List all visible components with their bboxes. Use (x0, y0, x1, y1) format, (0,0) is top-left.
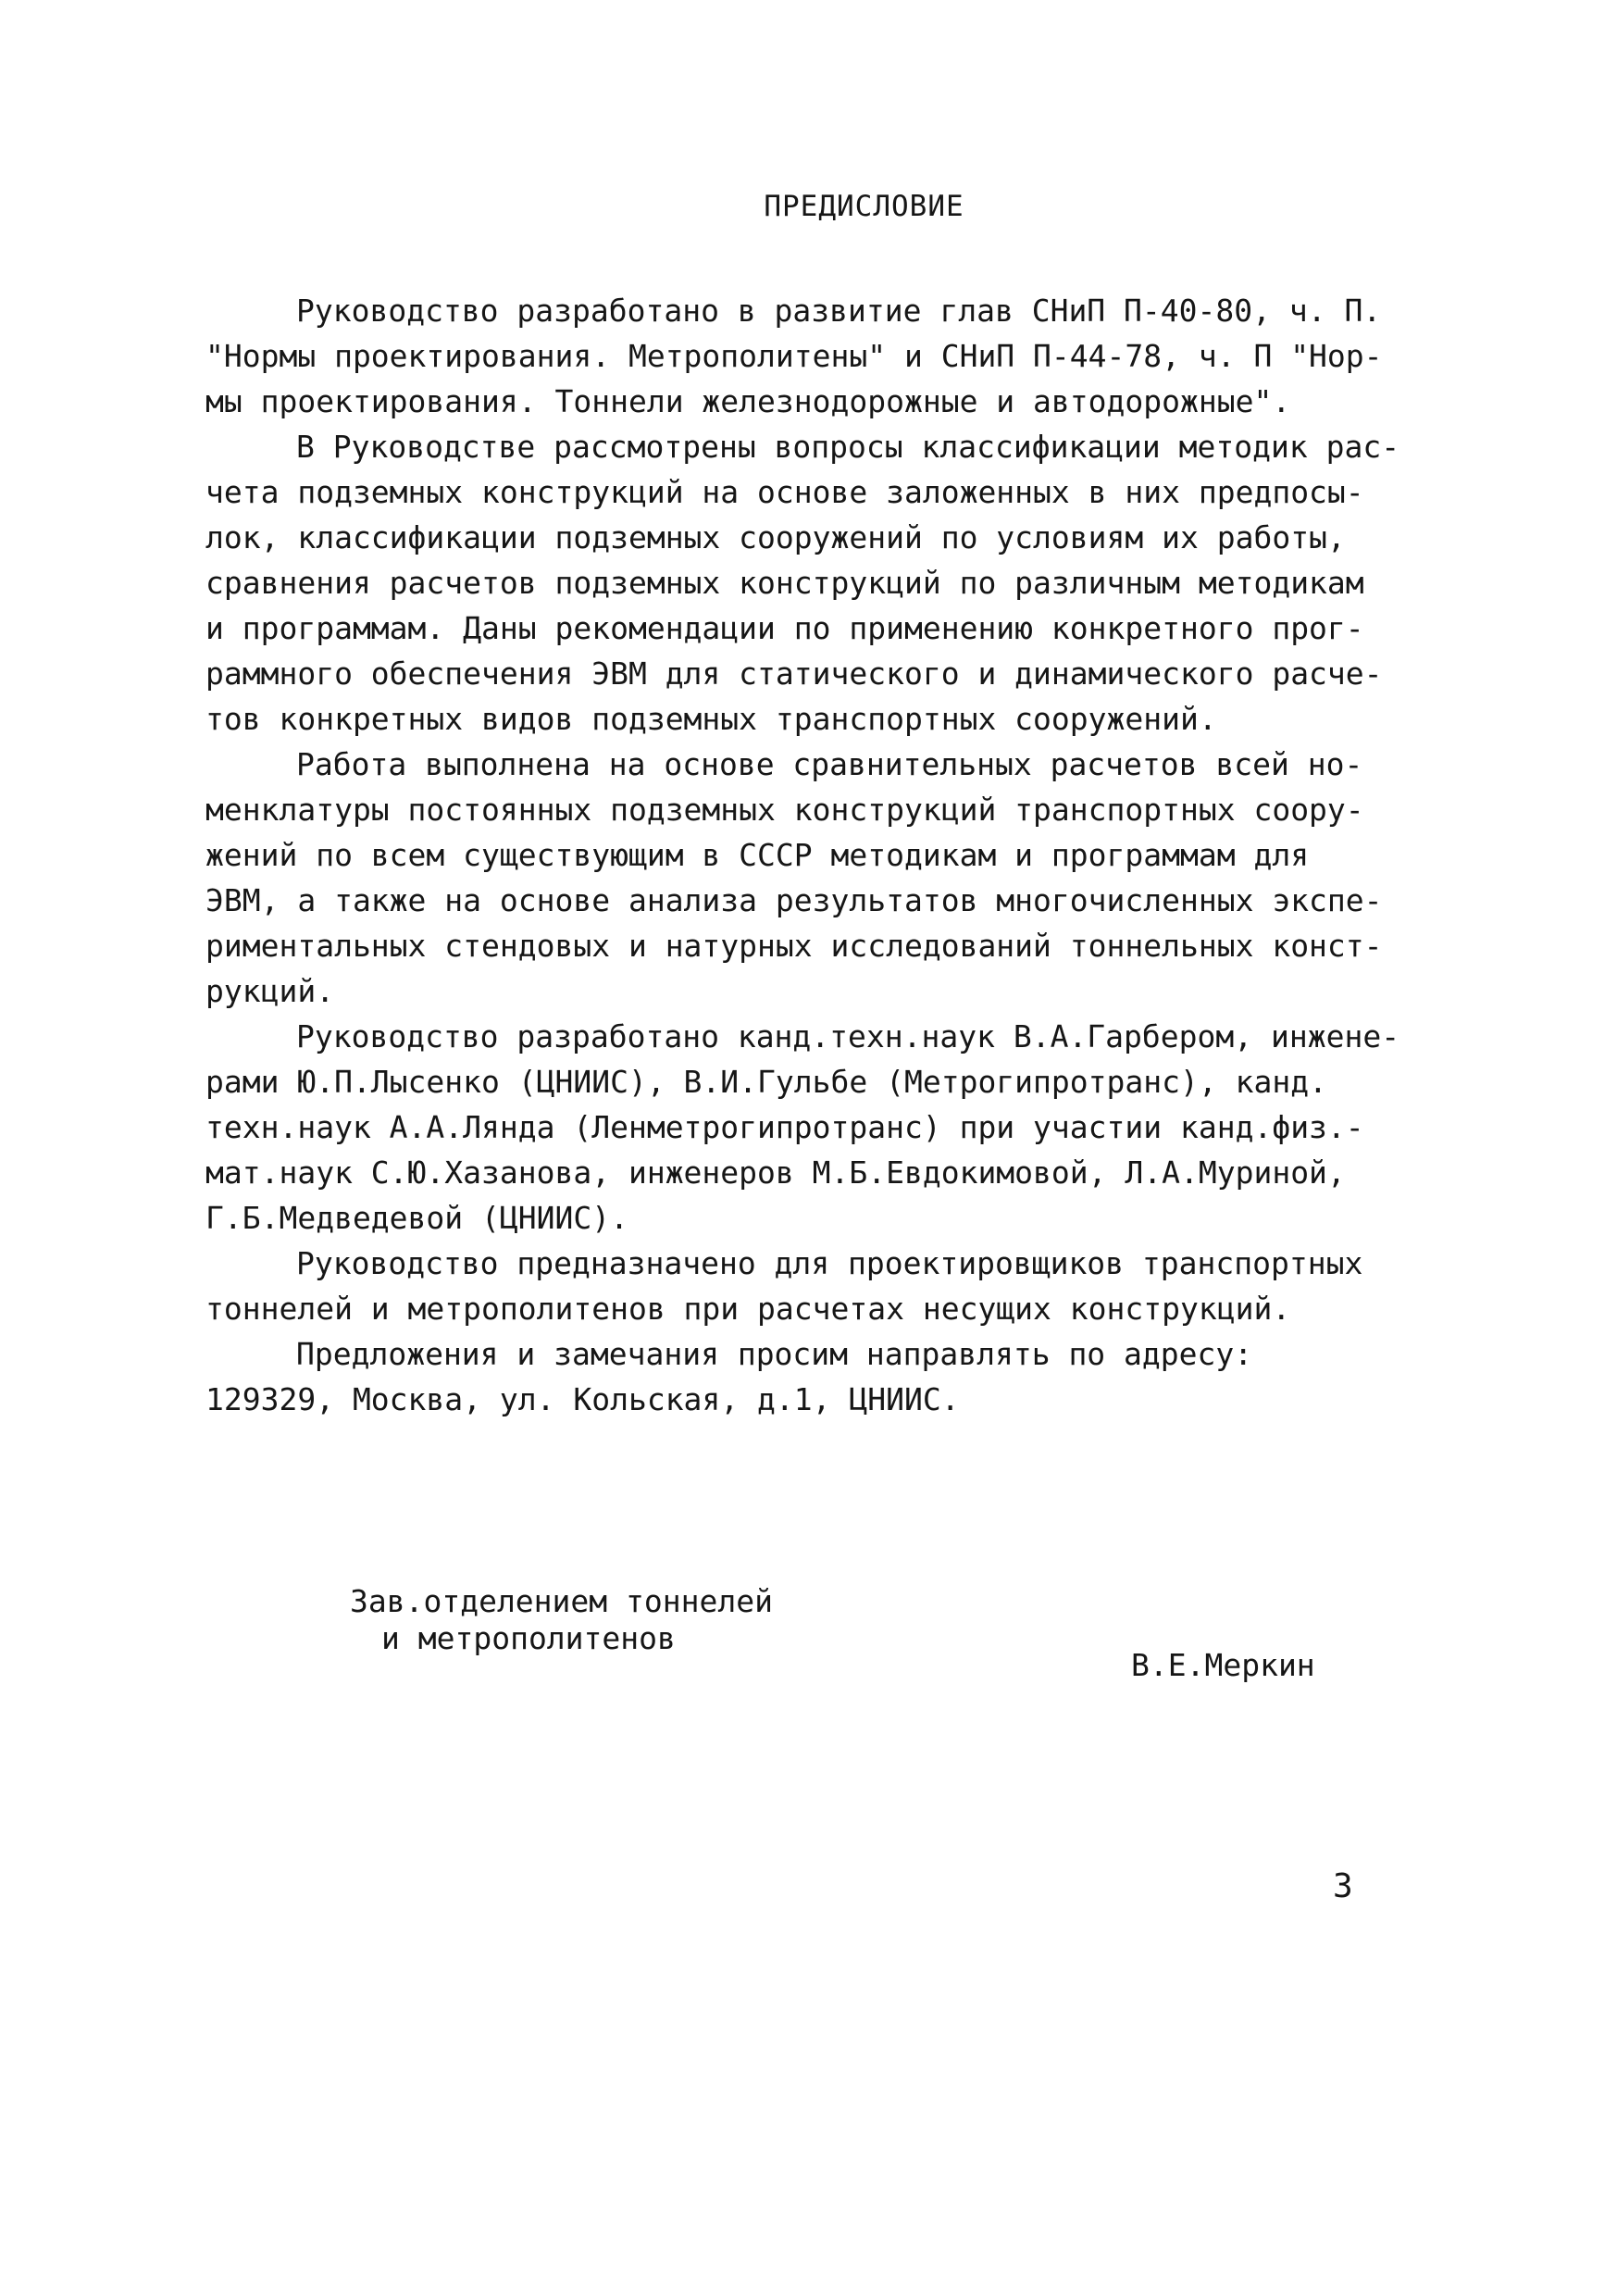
text-line-16: рукций. (205, 973, 335, 1009)
page-title: ПРЕДИСЛОВИЕ (764, 190, 964, 223)
page-number: 3 (1333, 1867, 1353, 1905)
text-line-5: чета подземных конструкций на основе заложенных в них предпосы- (205, 474, 1364, 510)
text-line-21: Г.Б.Медведевой (ЦНИИС). (205, 1200, 628, 1236)
text-line-3: мы проектирования. Тоннели железнодорожные и автодорожные". (205, 383, 1291, 419)
text-line-23: тоннелей и метрополитенов при расчетах несущих конструкций. (205, 1291, 1291, 1327)
signature-department-line-1: Зав.отделением тоннелей (350, 1583, 773, 1619)
text-line-8: и программам. Даны рекомендации по применению конкретного прог- (205, 610, 1364, 646)
text-line-12: менклатуры постоянных подземных конструкций транспортных соору- (205, 792, 1364, 828)
text-line-22: Руководство предназначено для проектировщиков транспортных (296, 1245, 1363, 1281)
text-line-25: 129329, Москва, ул. Кольская, д.1, ЦНИИС. (205, 1381, 960, 1417)
text-line-11: Работа выполнена на основе сравнительных расчетов всей но- (296, 746, 1363, 782)
text-line-24: Предложения и замечания просим направлять по адресу: (296, 1336, 1253, 1372)
text-line-2: "Нормы проектирования. Метрополитены" и СНиП П-44-78, ч. П "Нор- (205, 338, 1383, 374)
text-line-17: Руководство разработано канд.техн.наук В.А.Гарбером, инжене- (296, 1018, 1400, 1054)
text-line-18: рами Ю.П.Лысенко (ЦНИИС), В.И.Гульбе (Метрогипротранс), канд. (205, 1064, 1327, 1100)
text-line-20: мат.наук С.Ю.Хазанова, инженеров М.Б.Евдокимовой, Л.А.Муриной, (205, 1154, 1346, 1191)
text-line-10: тов конкретных видов подземных транспортных сооружений. (205, 701, 1217, 737)
text-line-4: В Руководстве рассмотрены вопросы классификации методик рас- (296, 429, 1400, 465)
signature-name: В.Е.Меркин (1131, 1647, 1315, 1683)
text-line-13: жений по всем существующим в СССР методикам и программам для (205, 837, 1310, 873)
text-line-1: Руководство разработано в развитие глав СНиП П-40-80, ч. П. (296, 293, 1382, 329)
text-line-7: сравнения расчетов подземных конструкций по различным методикам (205, 565, 1364, 601)
text-line-9: раммного обеспечения ЭВМ для статического и динамического расче- (205, 655, 1383, 692)
text-line-14: ЭВМ, а также на основе анализа результатов многочисленных экспе- (205, 882, 1383, 918)
text-line-15: риментальных стендовых и натурных исследований тоннельных конст- (205, 928, 1383, 964)
signature-department-line-2: и метрополитенов (381, 1620, 676, 1656)
text-line-19: техн.наук А.А.Лянда (Ленметрогипротранс) при участии канд.физ.- (205, 1109, 1364, 1145)
text-line-6: лок, классификации подземных сооружений по условиям их работы, (205, 519, 1346, 555)
